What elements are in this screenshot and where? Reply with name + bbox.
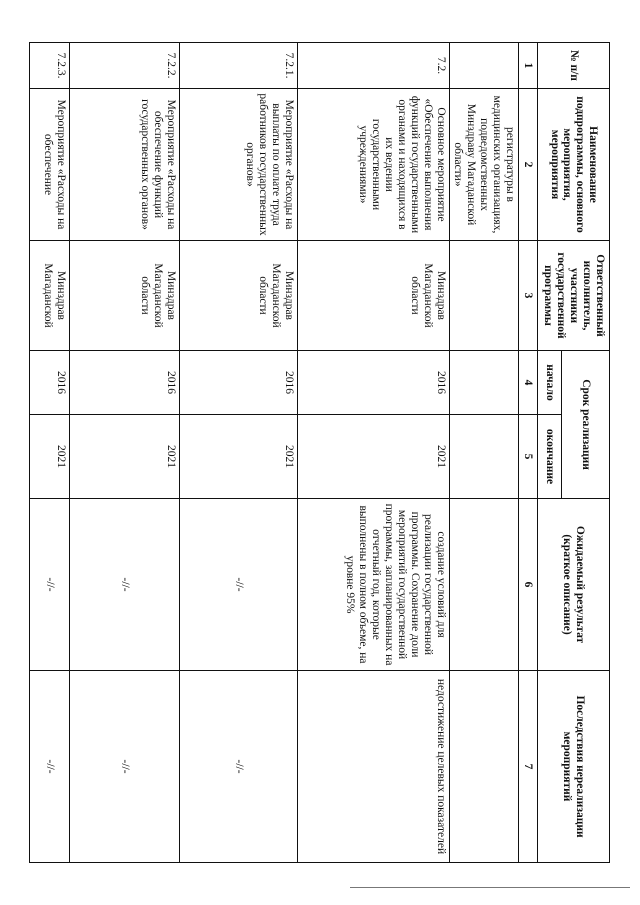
row-end xyxy=(449,415,518,499)
row-start: 2016 xyxy=(29,351,69,415)
header-consequence: Последствия нереализации мероприятий xyxy=(538,671,610,863)
header-end: окончание xyxy=(538,415,562,499)
row-number: 7.2. xyxy=(297,43,449,89)
row-number: 7.2.1. xyxy=(179,43,297,89)
row-number: 7.2.3. xyxy=(29,43,69,89)
column-number-row xyxy=(519,43,538,863)
row-end: 2021 xyxy=(297,415,449,499)
column-number: 2 xyxy=(519,89,538,241)
table-row xyxy=(69,43,179,863)
column-number: 6 xyxy=(519,499,538,671)
column-number: 1 xyxy=(519,43,538,89)
row-start: 2016 xyxy=(179,351,297,415)
program-activities-table xyxy=(29,42,610,863)
row-responsible: Минздрав Магаданской области xyxy=(179,241,297,351)
row-name: регистратуры в медицинских организациях, подведомственных Минздраву Магаданской области» xyxy=(449,89,518,241)
row-responsible: Минздрав Магаданской области xyxy=(69,241,179,351)
header-responsible: Ответственный исполнитель, участники государственной программы xyxy=(538,241,610,351)
row-name: Мероприятие «Расходы на выплаты по оплате труда работников государственных органов» xyxy=(179,89,297,241)
row-name: Основное мероприятие «Обеспечение выполнения функций государственными органами и находящихся в их ведении государственными учреждениями» xyxy=(297,89,449,241)
column-number: 5 xyxy=(519,415,538,499)
row-result: -//- xyxy=(179,499,297,671)
column-number: 4 xyxy=(519,351,538,415)
row-responsible xyxy=(449,241,518,351)
row-responsible: Минздрав Магаданской xyxy=(29,241,69,351)
row-responsible: Минздрав Магаданской области xyxy=(297,241,449,351)
row-consequence: -//- xyxy=(179,671,297,863)
row-start xyxy=(449,351,518,415)
column-number: 7 xyxy=(519,671,538,863)
table-row xyxy=(449,43,518,863)
header-row xyxy=(562,43,610,863)
row-consequence: -//- xyxy=(29,671,69,863)
column-number: 3 xyxy=(519,241,538,351)
row-consequence: -//- xyxy=(69,671,179,863)
row-result: -//- xyxy=(29,499,69,671)
row-result xyxy=(449,499,518,671)
table-row xyxy=(29,43,69,863)
header-result: Ожидаемый результат (краткое описание) xyxy=(538,499,610,671)
row-result: создание условий для реализации государственной программы. Сохранение доли мероприятий государственной программы, запланированных на отчетный год, которые выполнены в полном объеме, на уровне 95% xyxy=(297,499,449,671)
scan-line-mark xyxy=(350,887,630,888)
row-start: 2016 xyxy=(297,351,449,415)
row-end: 2021 xyxy=(29,415,69,499)
row-number: 7.2.2. xyxy=(69,43,179,89)
row-result: -//- xyxy=(69,499,179,671)
row-name: Мероприятие «Расходы на обеспечение xyxy=(29,89,69,241)
row-consequence xyxy=(449,671,518,863)
row-end: 2021 xyxy=(179,415,297,499)
row-number xyxy=(449,43,518,89)
row-consequence: недостижение целевых показателей xyxy=(297,671,449,863)
row-name: Мероприятие «Расходы на обеспечение функций государственных органов» xyxy=(69,89,179,241)
header-num: № п/п xyxy=(538,43,610,89)
header-name: Наименование подпрограммы, основного мероприятия, мероприятия xyxy=(538,89,610,241)
table-row xyxy=(297,43,449,863)
row-start: 2016 xyxy=(69,351,179,415)
rotated-table-wrapper xyxy=(41,42,610,862)
row-end: 2021 xyxy=(69,415,179,499)
header-period: Срок реализации xyxy=(562,351,610,499)
table-row xyxy=(179,43,297,863)
header-start: начало xyxy=(538,351,562,415)
